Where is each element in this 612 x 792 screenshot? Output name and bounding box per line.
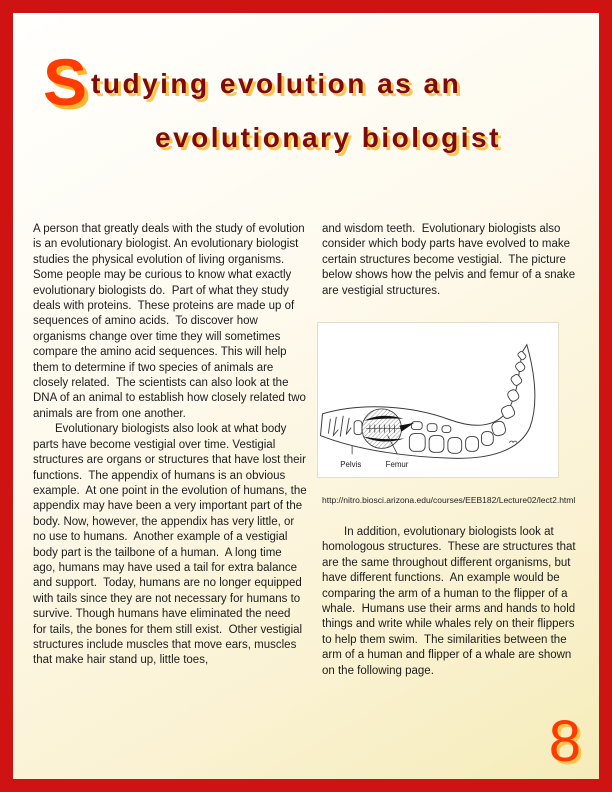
snake-body-outline: [321, 345, 535, 459]
left-paragraph-1: A person that greatly deals with the study of evolution is an evolutionary biologist. An evolutionary biologist studies the physical evolution of living organisms. Some people may be curious to know what exactly evolutionary biologists do. Part of what they study deals with proteins. These proteins are made up of sequences of amino acids. To discover how organisms change over time they will sometimes compare the amino acid sequences. This will help them to determine if two species of animals are closely related. The scientists can also look at the DNA of an animal to establish how closely related two animals are from one another.: [33, 223, 310, 420]
snake-vertebrae: [409, 351, 526, 454]
title-row: [43, 45, 583, 119]
title-line-2: evolutionary biologist: [155, 122, 501, 153]
femur-label: Femur: [385, 460, 409, 470]
right-paragraph-2: In addition, evolutionary biologists look at homologous structures. These are structures that are the same throughout different organisms, but have different functions. An example would be comparing the arm of a human to the flipper of a whale. Humans use their arms and hands to hold things and write while whales rely on their flippers to help them swim. The similarities between the arm of a human and flipper of a whale are shown on the following page.: [322, 526, 579, 677]
page-number: 8: [548, 709, 581, 774]
right-paragraph-1: and wisdom teeth. Evolutionary biologists also consider which body parts have evolved to make certain structures become vestigial. The picture below shows how the pelvis and femur of a snake are vestigial structures.: [322, 223, 579, 297]
snake-skeleton-figure: [317, 322, 559, 478]
title-dropcap: S: [43, 45, 88, 119]
figure-source-url: http://nitro.biosci.arizona.edu/courses/EEB182/Lecture02/lect2.html: [322, 495, 576, 506]
snake-rib-lines: [328, 416, 362, 437]
right-column: [322, 222, 586, 679]
pelvis-label: Pelvis: [340, 460, 362, 470]
title-line-1: tudying evolution as an: [91, 68, 462, 99]
page-background: [13, 13, 599, 779]
artist-signature-mark: [509, 441, 517, 442]
left-column: [33, 222, 310, 669]
left-paragraph-2: Evolutionary biologists also look at what body parts have become vestigial over time. Vestigial structures are organs or structures that have lost their functions. The appendix of humans is an obvious example. At one point in the evolution of humans, the appendix may have been a very important part of the body. Now, however, the appendix has very little, or no use to humans. Another example of a vestigial body part is the tailbone of a human. A long time ago, humans may have used a tail for extra balance and support. Today, humans are no longer equipped with tails since they are not necessary for humans to survive. Though humans have eliminated the need for tails, the bones for them still exist. Other vestigial structures include muscles that move ears, muscles that make hair stand up, little toes,: [33, 423, 310, 667]
snake-skeleton-drawing: [318, 323, 558, 477]
page-title: [43, 45, 583, 153]
